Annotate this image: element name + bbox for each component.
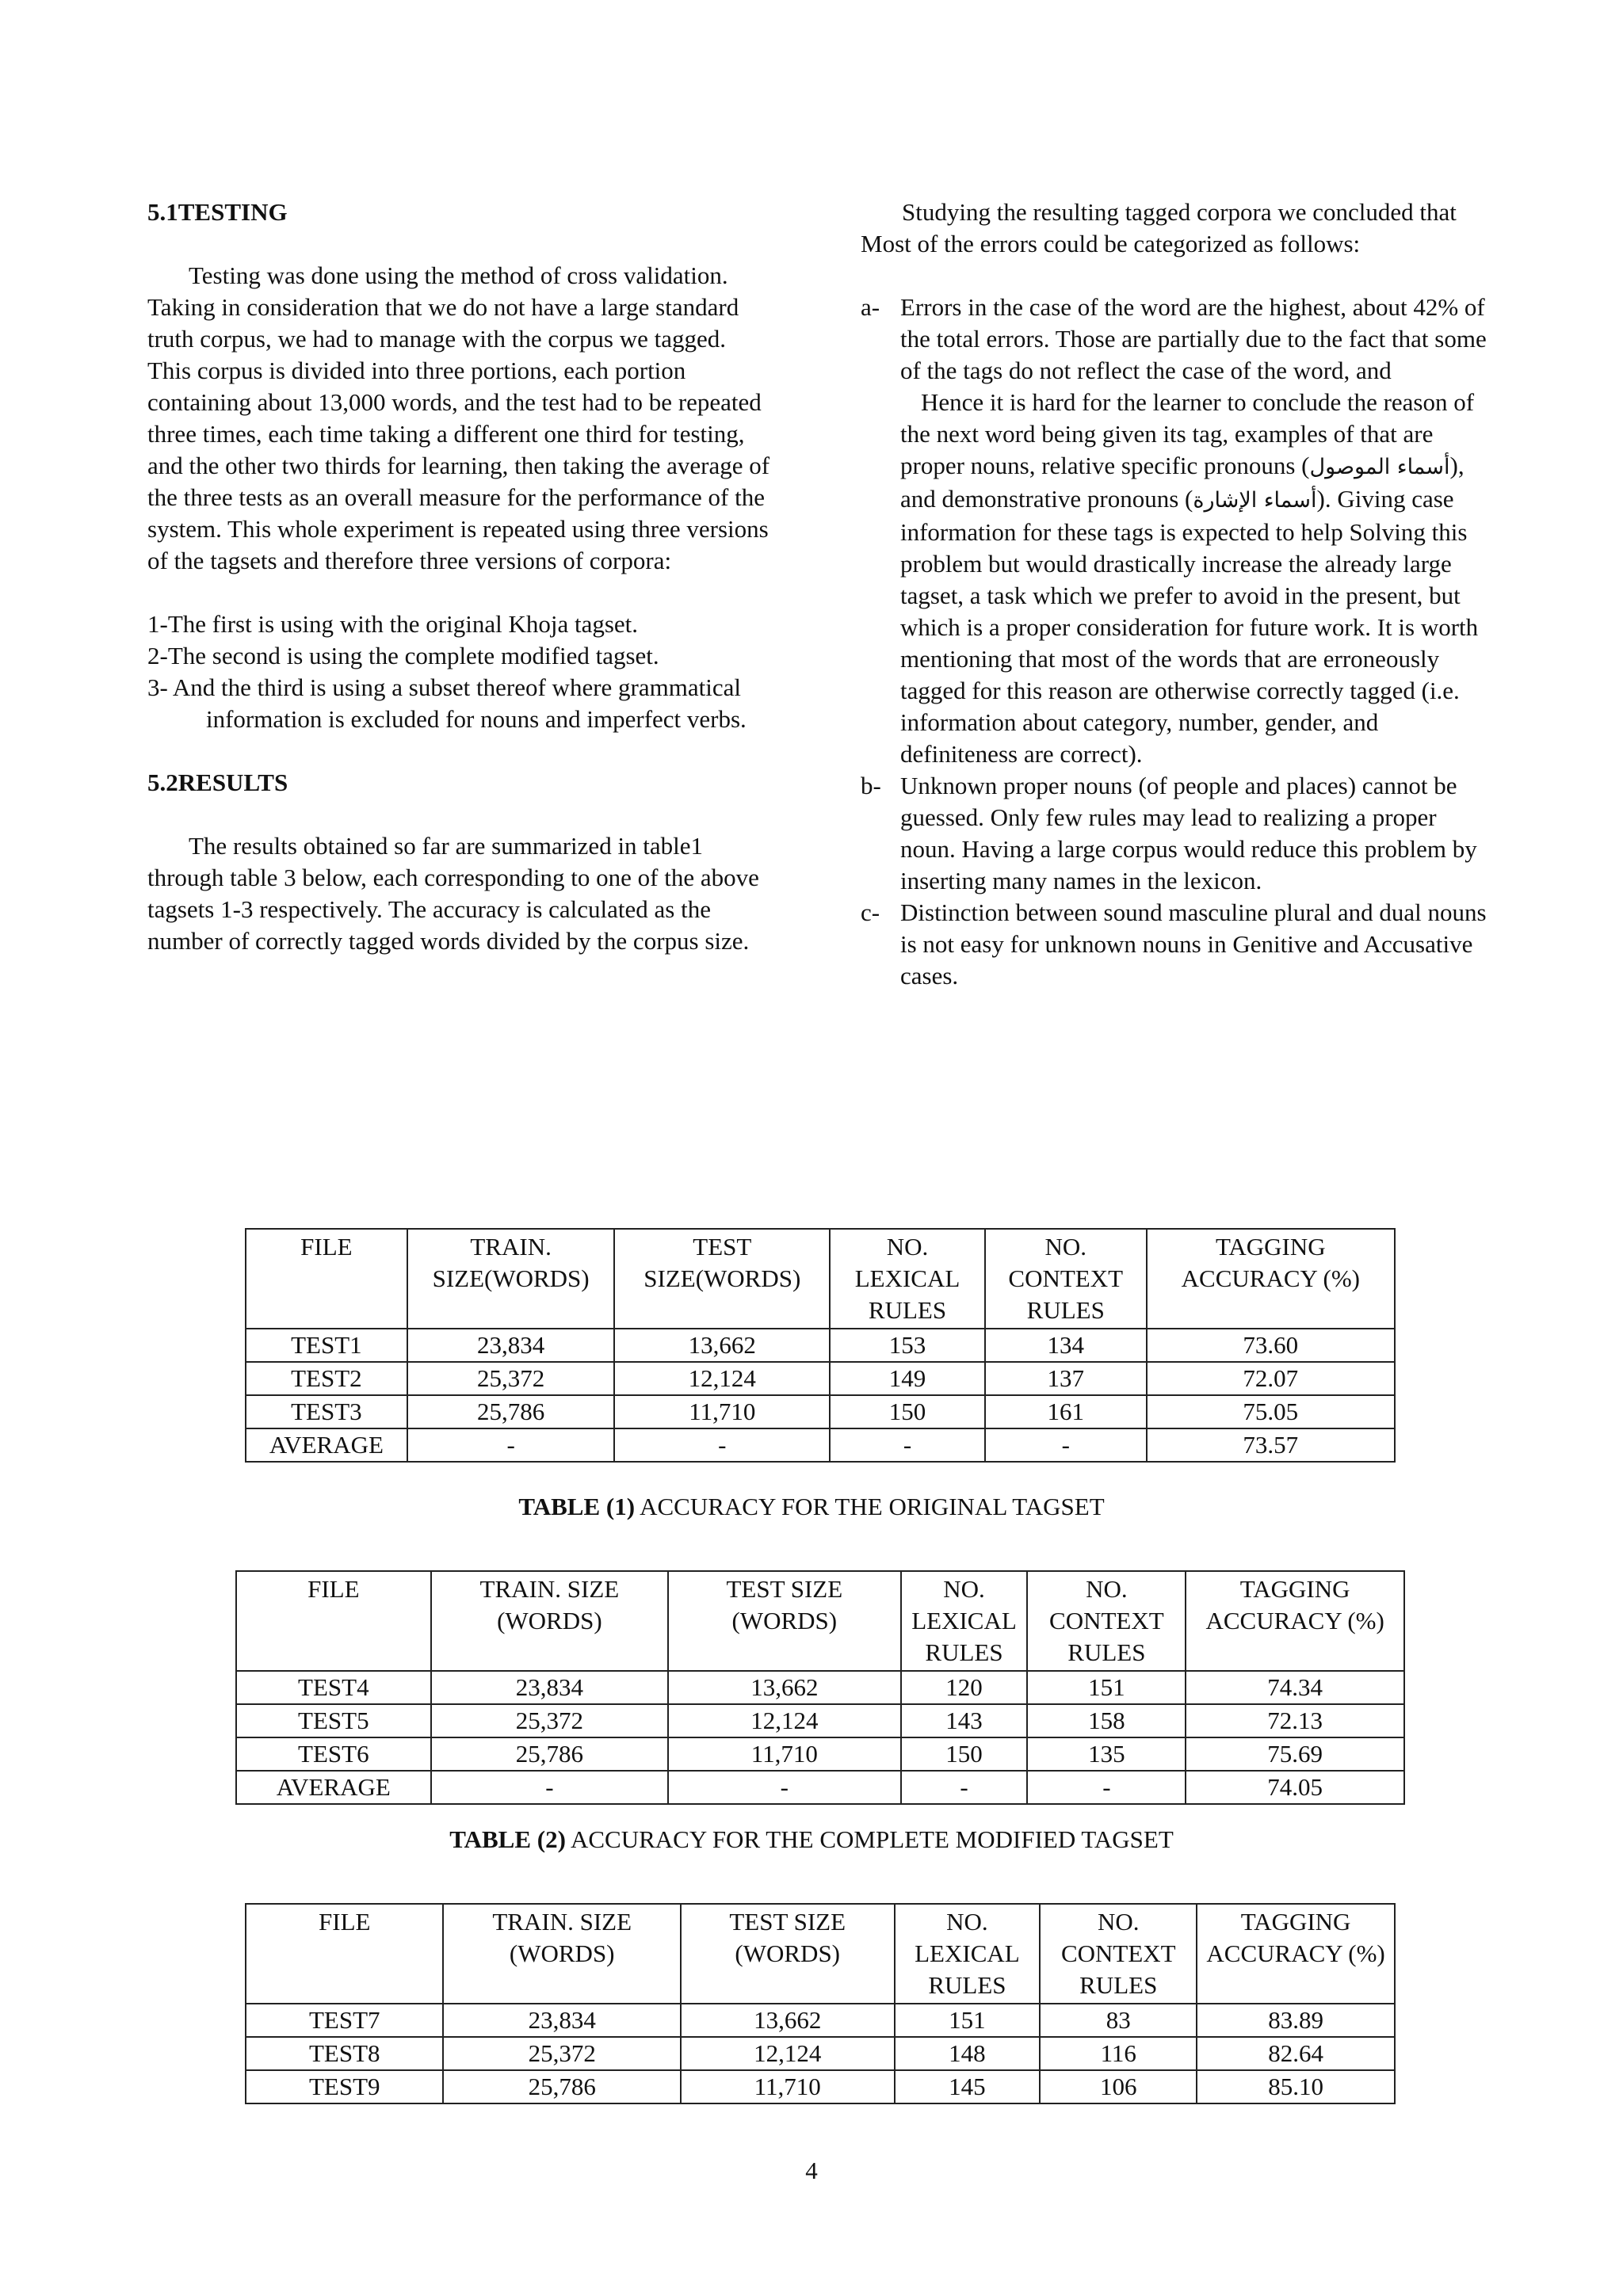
table-cell: 11,710 <box>681 2070 895 2103</box>
table-row <box>246 2037 1395 2070</box>
table-row <box>246 1395 1395 1428</box>
table-cell: 149 <box>830 1362 985 1395</box>
table-header-row <box>236 1571 1404 1671</box>
table-cell: 148 <box>895 2037 1041 2070</box>
column-header: TAGGING ACCURACY (%) <box>1147 1229 1395 1329</box>
table-cell: - <box>614 1428 830 1462</box>
table-row <box>246 1362 1395 1395</box>
table-cell: 75.05 <box>1147 1395 1395 1428</box>
table-cell: TEST3 <box>246 1395 407 1428</box>
table-cell: 85.10 <box>1197 2070 1395 2103</box>
table-cell: 12,124 <box>668 1704 900 1737</box>
table-cell: 25,786 <box>431 1737 668 1771</box>
table-cell: TEST9 <box>246 2070 443 2103</box>
table-cell: 73.60 <box>1147 1329 1395 1362</box>
table-cell: 153 <box>830 1329 985 1362</box>
table-row <box>246 2070 1395 2103</box>
table-cell: 72.13 <box>1186 1704 1404 1737</box>
error-item-b-text: Unknown proper nouns (of people and places) cannot be guessed. Only few rules may lead to realizing a proper noun. Having a large corpus would reduce this problem by inserting many names in the lexicon. <box>900 772 1477 894</box>
table-cell: 23,834 <box>431 1671 668 1704</box>
table-cell: TEST7 <box>246 2004 443 2037</box>
table-cell: 83 <box>1040 2004 1197 2037</box>
table-cell: 135 <box>1027 1737 1186 1771</box>
table-cell: TEST2 <box>246 1362 407 1395</box>
table-header-row <box>246 1229 1395 1329</box>
table-2-caption: TABLE (2) ACCURACY FOR THE COMPLETE MODIFIED TAGSET <box>449 1825 1174 1853</box>
table-cell: 23,834 <box>443 2004 680 2037</box>
error-item-a <box>861 292 1491 770</box>
error-item-a-continuation: Hence it is hard for the learner to conclude the reason of the next word being given its tag, examples of that are proper nouns, relative specific pronouns (أسماء الموصول), and demonstrative pronouns (أسماء الإشارة). Giving case information for these tags is expected to help Solving this problem but would drastically increase the already large tagset, a task which we prefer to avoid in the present, but which is a proper consideration for future work. It is worth mentioning that most of the words that are erroneously tagged for this reason are otherwise correctly tagged (i.e. information about category, number, gender, and definiteness are correct). <box>900 388 1479 768</box>
table-cell: - <box>830 1428 985 1462</box>
table-row <box>236 1671 1404 1704</box>
table-cell: TEST1 <box>246 1329 407 1362</box>
table-cell: 120 <box>901 1671 1028 1704</box>
table-cell: AVERAGE <box>246 1428 407 1462</box>
column-header: FILE <box>236 1571 431 1671</box>
column-header: TRAIN. SIZE (WORDS) <box>431 1571 668 1671</box>
table-cell: 151 <box>1027 1671 1186 1704</box>
table-cell: 74.34 <box>1186 1671 1404 1704</box>
table-cell: 13,662 <box>614 1329 830 1362</box>
table-cell: 116 <box>1040 2037 1197 2070</box>
column-header: FILE <box>246 1229 407 1329</box>
table-row <box>246 1329 1395 1362</box>
table-cell: - <box>431 1771 668 1804</box>
table-cell: 74.05 <box>1186 1771 1404 1804</box>
testing-paragraph: Testing was done using the method of cross validation. Taking in consideration that we do not have a large standard truth corpus, we had to manage with the corpus we tagged. This corpus is divided into three portions, each portion containing about 13,000 words, and the test had to be repeated three times, each time taking a different one third for testing, and the other two thirds for learning, then taking the average of the three tests as an overall measure for the performance of the system. This whole experiment is repeated using three versions of the tagsets and therefore three versions of corpora: <box>147 261 770 574</box>
table-cell: - <box>668 1771 900 1804</box>
error-item-c-text: Distinction between sound masculine plural and dual nouns is not easy for unknown nouns in Genitive and Accusative cases. <box>900 898 1487 990</box>
table-cell: TEST4 <box>236 1671 431 1704</box>
table-cell: 150 <box>830 1395 985 1428</box>
table-cell: 134 <box>985 1329 1147 1362</box>
table-cell: 137 <box>985 1362 1147 1395</box>
table-cell: 25,372 <box>443 2037 680 2070</box>
error-item-b-marker: b- <box>861 772 881 799</box>
arabic-relative-pronouns: أسماء الموصول <box>1309 455 1450 479</box>
column-header: NO. CONTEXT RULES <box>1027 1571 1186 1671</box>
table-cell: 83.89 <box>1197 2004 1395 2037</box>
left-column <box>147 196 773 957</box>
column-header: TAGGING ACCURACY (%) <box>1197 1904 1395 2004</box>
column-header: TRAIN. SIZE (WORDS) <box>443 1904 680 2004</box>
page-number: 4 <box>805 2157 818 2184</box>
table-cell: 23,834 <box>407 1329 615 1362</box>
table-cell: TEST6 <box>236 1737 431 1771</box>
table-cell: 158 <box>1027 1704 1186 1737</box>
table-cell: 13,662 <box>681 2004 895 2037</box>
table-cell: 161 <box>985 1395 1147 1428</box>
table-cell: 13,662 <box>668 1671 900 1704</box>
table-cell: 25,372 <box>407 1362 615 1395</box>
table-cell: 145 <box>895 2070 1041 2103</box>
column-header: FILE <box>246 1904 443 2004</box>
error-item-c-marker: c- <box>861 898 880 926</box>
errors-intro-paragraph: Studying the resulting tagged corpora we concluded that Most of the errors could be categorized as follows: <box>861 198 1457 257</box>
table-cell: TEST8 <box>246 2037 443 2070</box>
table-cell: 143 <box>901 1704 1028 1737</box>
column-header: NO. CONTEXT RULES <box>985 1229 1147 1329</box>
table-cell: 151 <box>895 2004 1041 2037</box>
table-cell: 12,124 <box>614 1362 830 1395</box>
column-header: TEST SIZE(WORDS) <box>614 1229 830 1329</box>
table-cell: 73.57 <box>1147 1428 1395 1462</box>
table-cell: - <box>1027 1771 1186 1804</box>
section-heading-results: 5.2RESULTS <box>147 769 288 796</box>
results-table-3 <box>245 1903 1396 2104</box>
results-paragraph: The results obtained so far are summarized in table1 through table 3 below, each corresponding to one of the above tagsets 1-3 respectively. The accuracy is calculated as the number of correctly tagged words divided by the corpus size. <box>147 832 759 955</box>
list-item-3: 3- And the third is using a subset thereof where grammatical information is excluded for nouns and imperfect verbs. <box>147 673 747 733</box>
results-table-2 <box>235 1570 1405 1805</box>
table-cell: 11,710 <box>614 1395 830 1428</box>
table-cell: AVERAGE <box>236 1771 431 1804</box>
table-row <box>246 1428 1395 1462</box>
table-cell: 72.07 <box>1147 1362 1395 1395</box>
table-row <box>246 2004 1395 2037</box>
table-header-row <box>246 1904 1395 2004</box>
table-row <box>236 1737 1404 1771</box>
column-header: NO. LEXICAL RULES <box>901 1571 1028 1671</box>
arabic-demonstrative-pronouns: أسماء الإشارة <box>1193 488 1317 513</box>
table-cell: - <box>985 1428 1147 1462</box>
table-cell: 25,372 <box>431 1704 668 1737</box>
table-cell: 75.69 <box>1186 1737 1404 1771</box>
column-header: TEST SIZE (WORDS) <box>668 1571 900 1671</box>
list-item-2: 2-The second is using the complete modified tagset. <box>147 642 659 669</box>
table-row <box>236 1704 1404 1737</box>
table-cell: 106 <box>1040 2070 1197 2103</box>
section-heading-testing: 5.1TESTING <box>147 198 288 226</box>
column-header: TEST SIZE (WORDS) <box>681 1904 895 2004</box>
right-column <box>861 196 1491 992</box>
error-item-c <box>861 897 1491 992</box>
results-table-1 <box>245 1228 1396 1463</box>
table-cell: 11,710 <box>668 1737 900 1771</box>
error-item-a-marker: a- <box>861 293 880 321</box>
error-item-a-text: Errors in the case of the word are the highest, about 42% of the total errors. Those are partially due to the fact that some of the tags do not reflect the case of the word, and <box>900 293 1487 384</box>
column-header: NO. CONTEXT RULES <box>1040 1904 1197 2004</box>
column-header: TAGGING ACCURACY (%) <box>1186 1571 1404 1671</box>
table-cell: TEST5 <box>236 1704 431 1737</box>
column-header: NO. LEXICAL RULES <box>830 1229 985 1329</box>
list-item-1: 1-The first is using with the original Khoja tagset. <box>147 610 639 638</box>
table-cell: - <box>901 1771 1028 1804</box>
table-row <box>236 1771 1404 1804</box>
column-header: TRAIN. SIZE(WORDS) <box>407 1229 615 1329</box>
table-cell: 150 <box>901 1737 1028 1771</box>
table-cell: 25,786 <box>443 2070 680 2103</box>
table-1-caption: TABLE (1) ACCURACY FOR THE ORIGINAL TAGSET <box>518 1493 1105 1520</box>
table-cell: 25,786 <box>407 1395 615 1428</box>
error-item-b <box>861 770 1491 897</box>
table-cell: 82.64 <box>1197 2037 1395 2070</box>
table-cell: - <box>407 1428 615 1462</box>
table-cell: 12,124 <box>681 2037 895 2070</box>
column-header: NO. LEXICAL RULES <box>895 1904 1041 2004</box>
